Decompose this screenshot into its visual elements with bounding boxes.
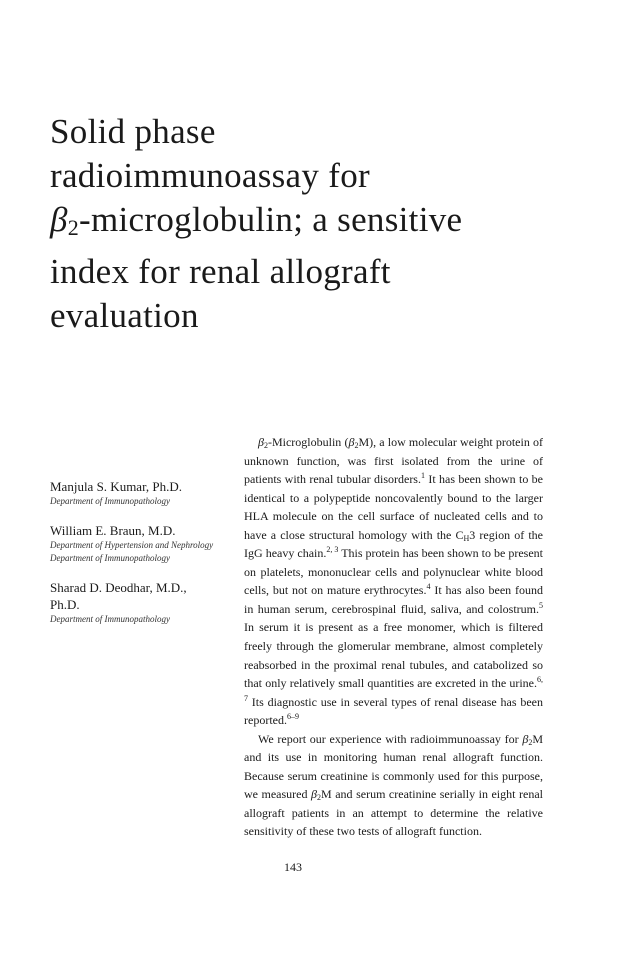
author-deodhar: [50, 579, 230, 626]
citation: 5: [539, 600, 543, 610]
author-department: Department of Immunopathology: [50, 553, 170, 563]
beta-symbol: β: [311, 787, 318, 802]
author-list: [50, 478, 230, 640]
paper-title: [50, 110, 520, 338]
beta-symbol: β: [258, 435, 264, 449]
title-line-3-rest: -microglobulin; a sensitive: [79, 200, 463, 239]
paragraph-2: We report our experience with radioimmunoassay for $\beta_2M$ and its use in monitoring human renal allograft function. Because serum creatinine is commonly used for this purpose, we measured $\beta_2M$ and serum creatinine serially in eight renal allograft patients in an attempt to determine the relative sensitivity of these two tests of allograft function.: [244, 731, 543, 839]
author-name: William E. Braun, M.D.: [50, 523, 176, 538]
citation: 6, 7: [244, 675, 543, 703]
author-name-cont: Ph.D.: [50, 597, 80, 612]
page-number: 143: [284, 860, 302, 874]
citation: 2, 3: [326, 545, 339, 555]
beta-symbol: β: [522, 731, 529, 746]
citation: 1: [420, 471, 425, 481]
title-line-5: evaluation: [50, 296, 199, 335]
paragraph-1: $\beta_2$-Microglobulin $(\beta_2M)$, a low molecular weight protein of unknown function, was first isolated from the urine of patients with renal tubular disorders.$^1$ It has been shown to be identical to a polypeptide noncovalently bound to the larger HLA molecule on the cell surface of nucleated cells and to have a close structural homology with the $C_H3$ region of the IgG heavy chain.$^{2, 3}$ This protein has been shown to be present on platelets, mononuclear cells and polynuclear white blood cells, but not on mature erythrocytes.$^4$ It has also been found in human serum, cerebrospinal fluid, saliva, and colostrum.$^5$ In serum it is present as a free monomer, which is filtered freely through the glomerular membrane, almost completely reabsorbed in the proximal renal tubules, and catabolized so that only relatively small quantities are excreted in the urine.$^{6, 7}$ Its diagnostic use in several types of renal disease has been reported.$^{6-9}$: [244, 435, 543, 728]
title-line-1: Solid phase: [50, 112, 216, 151]
title-line-3: [50, 198, 520, 250]
author-kumar: [50, 478, 230, 508]
title-line-2: radioimmunoassay for: [50, 156, 370, 195]
author-department: Department of Immunopathology: [50, 614, 170, 624]
title-line-4: index for renal allograft: [50, 252, 391, 291]
body-text: [244, 433, 543, 841]
title-beta: β: [50, 200, 68, 239]
citation: 4: [426, 582, 431, 592]
author-name: Sharad D. Deodhar, M.D.,: [50, 580, 187, 595]
author-department: Department of Immunopathology: [50, 496, 170, 506]
title-subscript: 2: [67, 215, 80, 240]
author-name: Manjula S. Kumar, Ph.D.: [50, 479, 182, 494]
author-braun: [50, 522, 230, 565]
citation: 6–9: [286, 712, 299, 722]
beta-symbol: β: [348, 435, 355, 449]
author-department: Department of Hypertension and Nephrology: [50, 540, 214, 550]
